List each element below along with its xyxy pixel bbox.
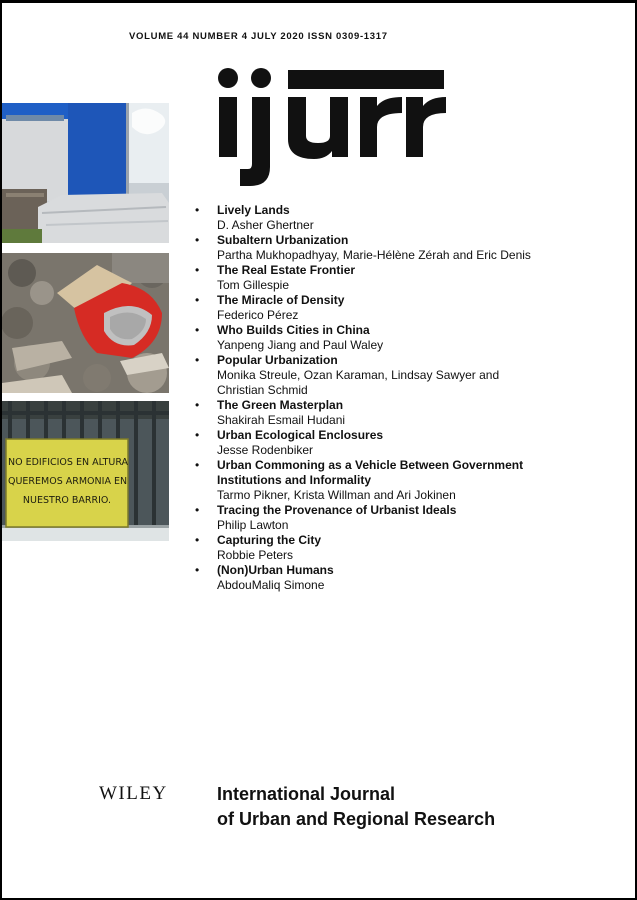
bullet: • <box>195 353 200 367</box>
bullet: • <box>195 503 200 517</box>
sign-line: NUESTRO BARRIO. <box>22 495 112 506</box>
article-authors: D. Asher Ghertner <box>217 218 314 232</box>
bullet: • <box>195 563 200 577</box>
article-title: The Miracle of Density <box>217 293 345 307</box>
cover-photo-protest-sign <box>2 401 169 541</box>
article-authors: Shakirah Esmail Hudani <box>217 413 346 427</box>
article-authors: Federico Pérez <box>217 308 299 322</box>
journal-title-line: of Urban and Regional Research <box>217 809 496 829</box>
contents-list <box>195 203 615 593</box>
article-authors: Partha Mukhopadhyay, Marie-Hélène Zérah and Eric Denis <box>217 248 531 262</box>
bullet: • <box>195 398 200 412</box>
bullet: • <box>195 458 200 472</box>
issue-line: VOLUME 44 NUMBER 4 JULY 2020 ISSN 0309-1317 <box>129 31 388 42</box>
bullet: • <box>195 293 200 307</box>
article-authors: Christian Schmid <box>217 383 308 397</box>
bullet: • <box>195 203 200 217</box>
contents-item <box>195 503 615 533</box>
bullet: • <box>195 323 200 337</box>
cover-photo-rubble <box>2 253 169 393</box>
journal-title-line: International Journal <box>217 784 396 804</box>
article-authors: Robbie Peters <box>217 548 294 562</box>
article-title: Who Builds Cities in China <box>217 323 370 337</box>
article-title: (Non)Urban Humans <box>217 563 334 577</box>
contents-item <box>195 263 615 293</box>
cover-photo-warehouse <box>2 103 169 243</box>
article-title: The Real Estate Frontier <box>217 263 356 277</box>
bullet: • <box>195 533 200 547</box>
article-title: Tracing the Provenance of Urbanist Ideals <box>217 503 457 517</box>
journal-full-title <box>217 782 495 832</box>
protest-sign-text <box>8 453 129 510</box>
journal-cover <box>2 3 635 898</box>
contents-item <box>195 533 615 563</box>
article-title: Urban Commoning as a Vehicle Between Government Institutions and Informality <box>217 458 524 487</box>
article-title: Subaltern Urbanization <box>217 233 349 247</box>
contents-item <box>195 203 615 233</box>
article-title: Urban Ecological Enclosures <box>217 428 384 442</box>
contents-item <box>195 323 615 353</box>
contents-item <box>195 428 615 458</box>
contents-item <box>195 563 615 593</box>
article-authors: Yanpeng Jiang and Paul Waley <box>217 338 384 352</box>
publisher-logo: WILEY <box>99 783 168 804</box>
article-title: Capturing the City <box>217 533 321 547</box>
article-authors: Tarmo Pikner, Krista Willman and Ari Jokinen <box>217 488 456 502</box>
logo-text <box>446 65 447 66</box>
article-authors: Jesse Rodenbiker <box>217 443 314 457</box>
article-authors: Tom Gillespie <box>217 278 290 292</box>
sign-line: QUEREMOS ARMONIA EN <box>8 476 128 487</box>
article-authors: Monika Streule, Ozan Karaman, Lindsay Sawyer and <box>217 368 500 382</box>
bullet: • <box>195 233 200 247</box>
journal-logo <box>214 65 446 194</box>
ijurr-logo-graphic <box>214 65 446 189</box>
article-title: Lively Lands <box>217 203 290 217</box>
contents-item <box>195 458 615 503</box>
contents-item <box>195 233 615 263</box>
article-title: Popular Urbanization <box>217 353 338 367</box>
bullet: • <box>195 263 200 277</box>
contents-item <box>195 353 615 398</box>
contents-item <box>195 398 615 428</box>
sign-line: NO EDIFICIOS EN ALTURA <box>8 457 129 468</box>
bullet: • <box>195 428 200 442</box>
article-authors: AbdouMaliq Simone <box>217 578 325 592</box>
article-title: The Green Masterplan <box>217 398 344 412</box>
contents-item <box>195 293 615 323</box>
article-authors: Philip Lawton <box>217 518 289 532</box>
